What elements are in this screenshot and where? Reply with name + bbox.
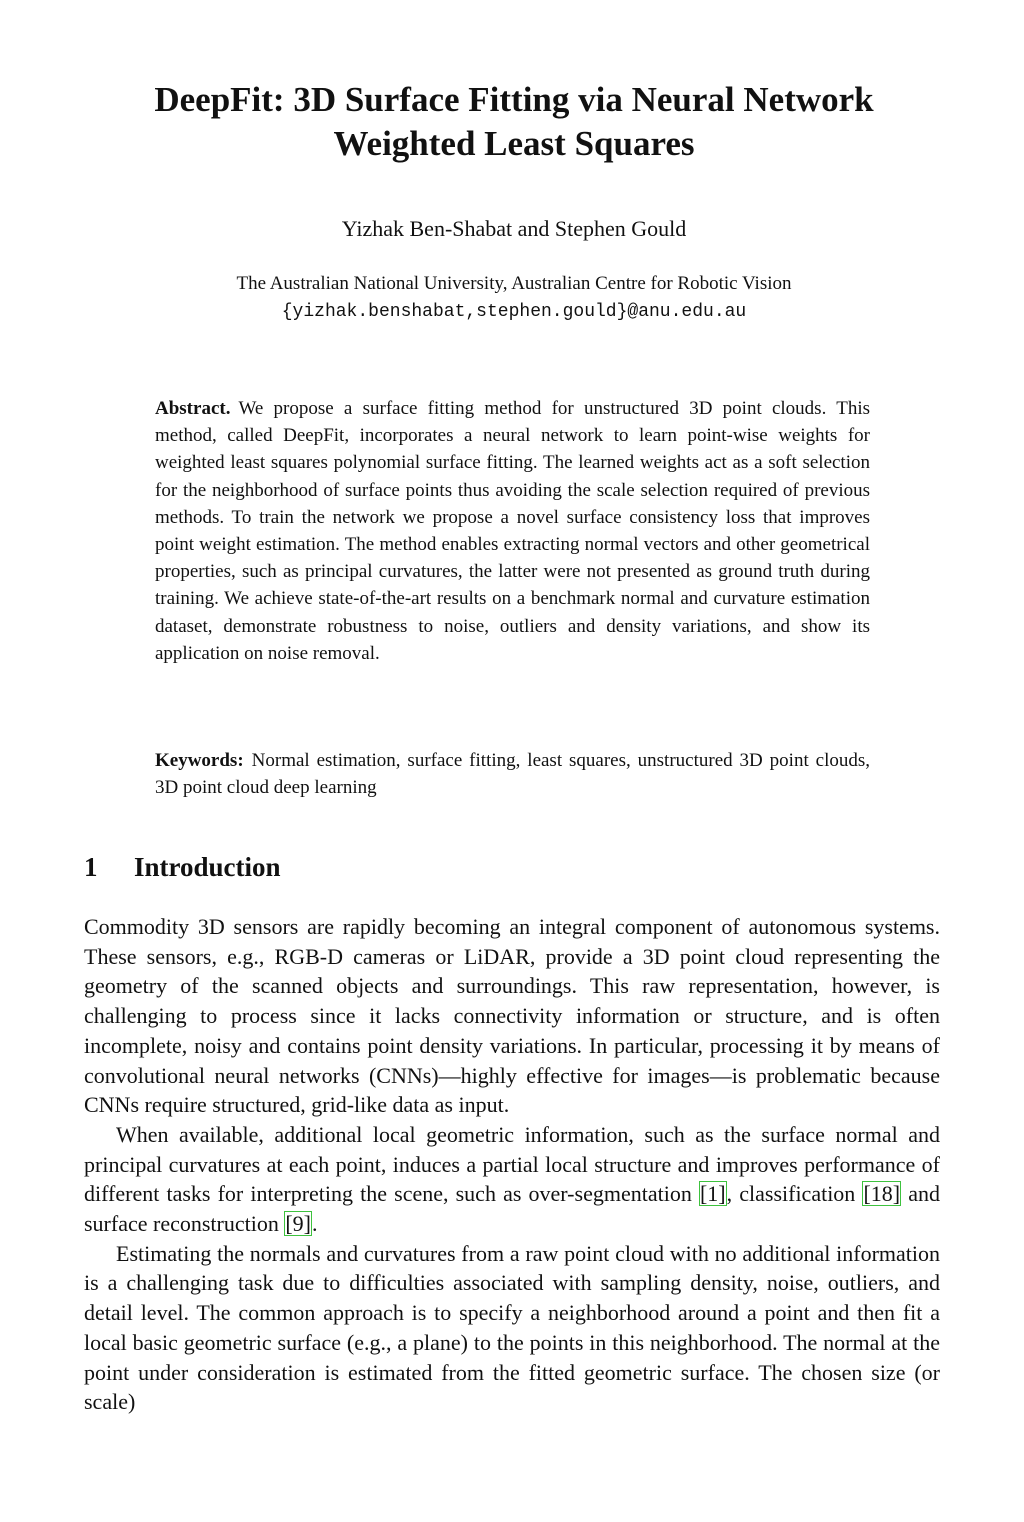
- citation-link-18[interactable]: [18]: [863, 1181, 901, 1207]
- section-heading-introduction: [84, 850, 944, 884]
- citation-link-1[interactable]: [1]: [699, 1181, 726, 1207]
- author-list: Yizhak Ben-Shabat and Stephen Gould: [341, 216, 687, 241]
- author-email: {yizhak.benshabat,stephen.gould}@anu.edu.au: [281, 302, 747, 322]
- title-line-1: DeepFit: 3D Surface Fitting via Neural Network: [154, 80, 874, 119]
- keywords-text: Normal estimation, surface fitting, least squares, unstructured 3D point clouds, 3D point cloud deep learning: [155, 750, 870, 799]
- section-title: Introduction: [134, 852, 281, 882]
- introduction-body: [84, 912, 940, 1417]
- title-line-2: Weighted Least Squares: [333, 124, 695, 163]
- abstract-label: Abstract.: [155, 398, 231, 419]
- affiliation-text: The Australian National University, Australian Centre for Robotic Vision: [236, 273, 792, 294]
- paragraph-2-part-b: , classification: [726, 1181, 863, 1207]
- paragraph-2: [84, 1120, 940, 1239]
- section-number: 1: [84, 852, 98, 882]
- paragraph-2-part-c: and surface reconstruction: [84, 1181, 940, 1237]
- abstract-text: We propose a surface fitting method for unstructured 3D point clouds. This method, called DeepFit, incorporates a neural network to learn point-wise weights for weighted least squares polynomial surface fitting. The learned weights act as a soft selection for the neighborhood of surface points thus avoiding the scale selection required of previous methods. To train the network we propose a novel surface consistency loss that improves point weight estimation. The method enables extracting normal vectors and other geometrical properties, such as principal curvatures, the latter were not presented as ground truth during training. We achieve state-of-the-art results on a benchmark normal and curvature estimation dataset, demonstrate robustness to noise, outliers and density variations, and show its application on noise removal.: [155, 398, 870, 664]
- paragraph-3: Estimating the normals and curvatures from a raw point cloud with no additional information is a challenging task due to difficulties associated with sampling density, noise, outliers, and detail level. The common approach is to specify a neighborhood around a point and then fit a local basic geometric surface (e.g., a plane) to the points in this neighborhood. The normal at the point under consideration is estimated from the fitted geometric surface. The chosen size (or scale): [84, 1240, 940, 1415]
- paragraph-2-part-d: .: [312, 1211, 318, 1237]
- keywords-label: Keywords:: [155, 750, 244, 771]
- keywords: [155, 747, 870, 801]
- citation-link-9[interactable]: [9]: [285, 1211, 312, 1237]
- paragraph-2-part-a: When available, additional local geometric information, such as the surface normal and principal curvatures at each point, induces a partial local structure and improves performance of different tasks for interpreting the scene, such as over-segmentation: [84, 1121, 940, 1207]
- paper-title: [84, 78, 944, 166]
- arxiv-identifier-stamp: [8, 72, 83, 952]
- abstract: [155, 395, 870, 667]
- paragraph-1: Commodity 3D sensors are rapidly becoming an integral component of autonomous systems. These sensors, e.g., RGB-D cameras or LiDAR, provide a 3D point cloud representing the geometry of the scanned objects and surroundings. This raw representation, however, is challenging to process since it lacks connectivity information or structure, and is often incomplete, noisy and contains point density variations. In particular, processing it by means of convolutional neural networks (CNNs)—highly effective for images—is problematic because CNNs require structured, grid-like data as input.: [84, 914, 940, 1118]
- affiliation-block: [84, 270, 944, 326]
